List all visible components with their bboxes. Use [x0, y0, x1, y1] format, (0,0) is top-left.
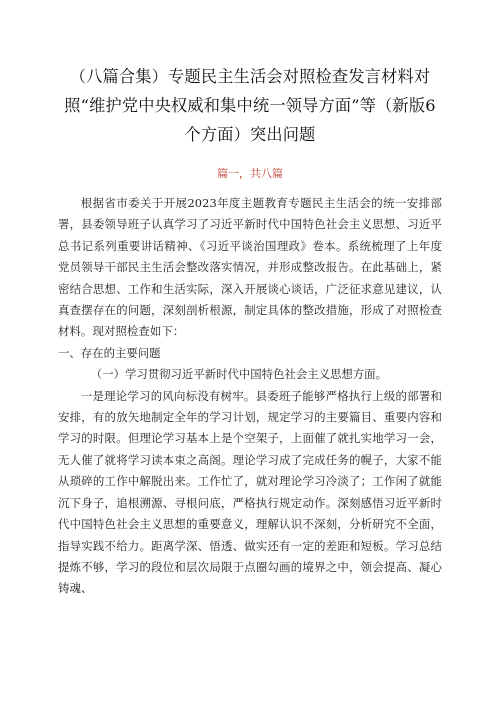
section-heading: 一、存在的主要问题 [58, 345, 161, 360]
body-paragraph: 一是理论学习的风向标没有树牢。县委班子能够严格执行上级的部署和安排，有的放矢地制定全年的学习计划，规定学习的主要篇目、重要内容和学习的时限。但理论学习基本上是个空架子，上面催了就扎实地学习一会，无人催了就将学习读本束之高阁。理论学习成了完成任务的幌子，大家不能从琐碎的工作中解脱出来。工作忙了，就对理论学习冷淡了；工作闲了就能沉下身子，追根溯源、寻根问底，严格执行规定动作。深刻感悟习近平新时代中国特色社会主义思想的重要意义，理解认识不深刻，分析研究不全面，指导实践不给力。距离学深、悟透、做实还有一定的差距和短板。学习总结提炼不够，学习的段位和层次局限于点圈勾画的境界之中，领会提高、凝心铸魂、 [58, 388, 442, 596]
intro-paragraph: 根据省市委关于开展2023年度主题教育专题民主生活会的统一安排部署，县委领导班子认真学习了习近平新时代中国特色社会主义思想、习近平总书记系列重要讲话精神、《习近平谈治国理政》卷本。系统梳理了上年度党员领导干部民主生活会整改落实情况，并形成整改报告。在此基础上，紧密结合思想、工作和生活实际，深入开展谈心谈话，广泛征求意见建议，认真查摆存在的问题，深刻剖析根源，制定具体的整改措施，形成了对照检查材料。现对照检查如下： [58, 196, 442, 339]
document-subtitle: 篇一，共八篇 [217, 167, 283, 180]
sub-heading: （一）学习贯彻习近平新时代中国特色社会主义思想方面。 [90, 367, 387, 382]
document-title: （八篇合集）专题民主生活会对照检查发言材料对照“维护党中央权威和集中统一领导方面”等（新版6个方面）突出问题 [64, 67, 436, 144]
